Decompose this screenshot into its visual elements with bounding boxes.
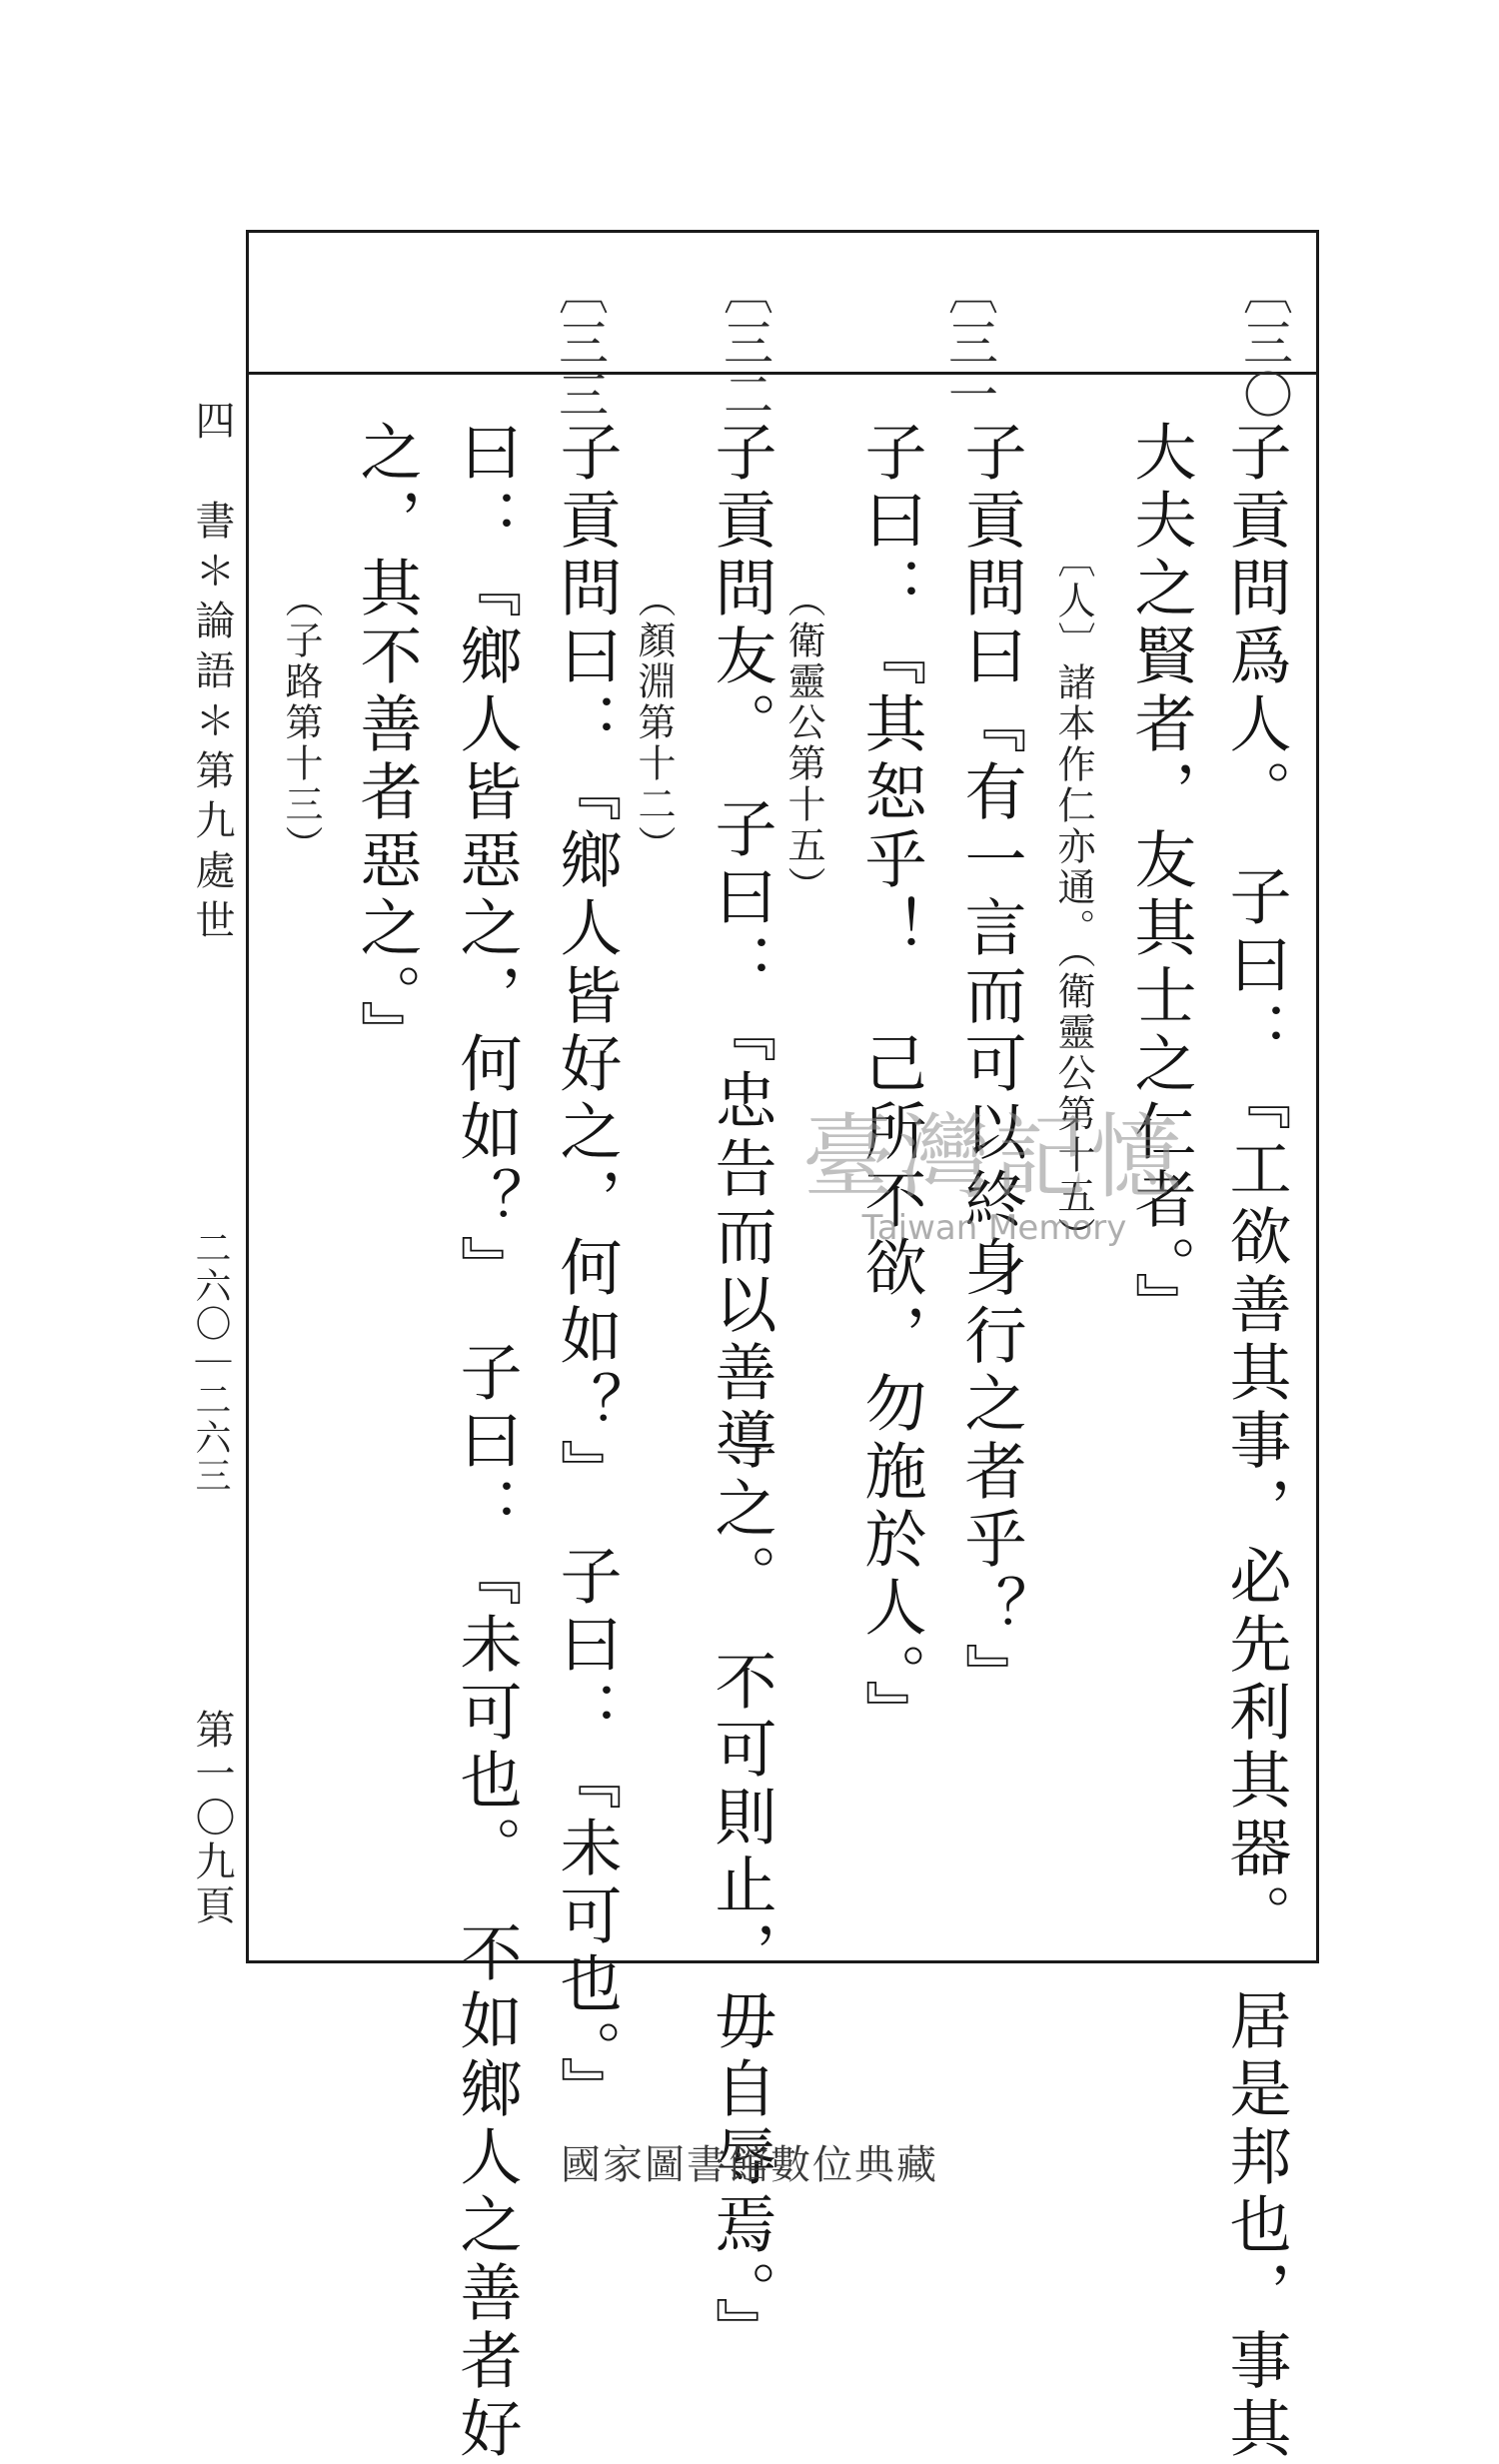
margin-page-number: 第一〇九頁 xyxy=(189,1709,235,1928)
watermark-english: Taiwan Memory xyxy=(861,1208,1127,1248)
passage-30-line-2: 大夫之賢者，友其士之仁者。』 xyxy=(1124,420,1197,1340)
section-label-30: 〔三〇 xyxy=(1235,265,1293,421)
passage-31-line-1: 子貢問曰『有一言而可以終身行之者乎？』 xyxy=(954,420,1027,1711)
section-label-32: 〔三二 xyxy=(716,265,773,421)
passage-33-line-3: 之，其不善者惡之。』 xyxy=(350,420,423,1068)
section-label-33: 〔三三 xyxy=(551,265,609,421)
watermark-chinese: 臺灣記憶 xyxy=(801,1104,1186,1211)
passage-31-line-2: 子曰：『其恕乎！ 己所不欲，勿施於人。』 xyxy=(854,420,927,1748)
section-label-31: 〔三一 xyxy=(940,265,998,421)
passage-31-variant-note: 〔人〕諸本作仁亦通。（衛靈公第十五） xyxy=(1051,540,1095,1258)
passage-31-source: （衛靈公第十五） xyxy=(781,580,825,907)
passage-32-line-1: 子貢問友。 子曰：『忠告而以善導之。 不可則止，毋自辱焉。』 xyxy=(705,420,777,2365)
passage-33-source: （子路第十三） xyxy=(279,580,323,866)
library-footer: 國家圖書館數位典藏 xyxy=(561,2142,938,2188)
passage-30-line-1: 子貢問爲人。 子曰：『工欲善其事，必先利其器。 居是邦也，事其 xyxy=(1219,420,1292,2464)
margin-page-range: 二六〇｜二六三 xyxy=(190,1229,231,1495)
passage-32-source: （顏淵第十二） xyxy=(632,580,676,866)
margin-book-title: 四 書＊論語＊第九處世 xyxy=(189,400,235,949)
header-rule xyxy=(246,372,1319,375)
passage-33-line-1: 子貢問曰：『鄉人皆好之，何如？』 子曰：『未可也。』 xyxy=(550,420,623,2124)
passage-33-line-2: 曰：『鄉人皆惡之，何如？』 子曰：『未可也。 不如鄉人之善者好 xyxy=(450,420,523,2464)
